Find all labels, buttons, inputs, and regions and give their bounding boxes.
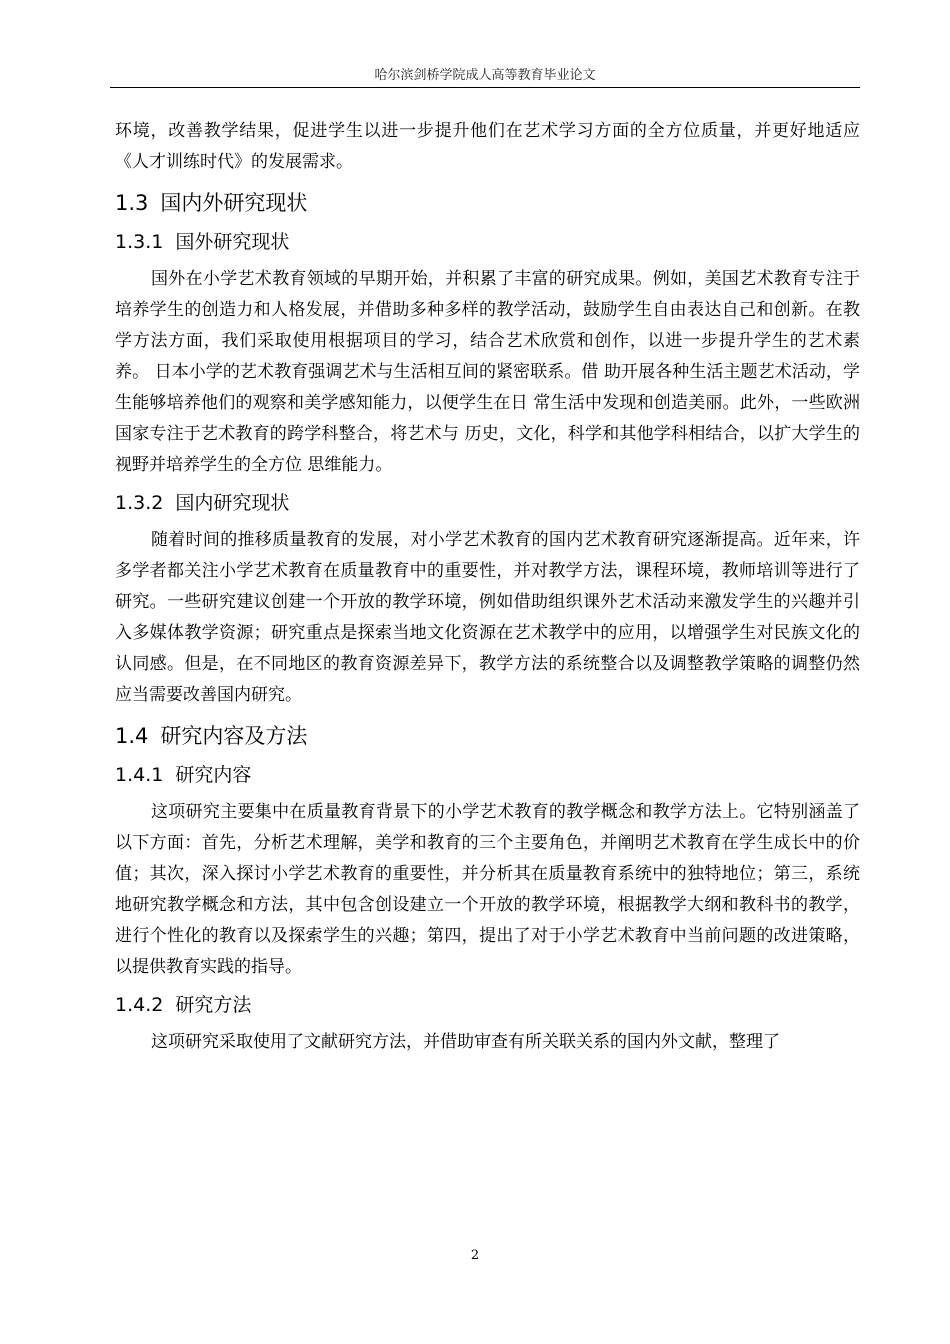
heading-title: 研究内容 xyxy=(175,764,252,786)
heading-1-4 xyxy=(115,719,860,753)
heading-1-4-2 xyxy=(115,989,860,1021)
paragraph-research-method: 这项研究采取使用了文献研究方法，并借助审查有所关联关系的国内外文献，整理了 xyxy=(151,1032,780,1052)
header-divider xyxy=(110,87,860,88)
heading-title: 国内研究现状 xyxy=(175,492,290,514)
heading-1-3-2 xyxy=(115,487,860,519)
heading-title: 研究方法 xyxy=(175,994,252,1016)
paragraph-research-content: 这项研究主要集中在质量教育背景下的小学艺术教育的教学概念和教学方法上。它特别涵盖了以下方面：首先，分析艺术理解，美学和教育的三个主要角色，并阐明艺术教育在学生成长中的价值；其次，深入探讨小学艺术教育的重要性，并分析其在质量教育系统中的独特地位；第三，系统地研究教学概念和方法，其中包含创设建立一个开放的教学环境，根据教学大纲和教科书的教学，进行个性化的教育以及探索学生的兴趣；第四，提出了对于小学艺术教育中当前问题的改进策略，以提供教育实践的指导。 xyxy=(115,802,860,977)
heading-number: 1.3.2 xyxy=(115,492,164,514)
heading-1-3 xyxy=(115,186,860,220)
paragraph-foreign-research: 国外在小学艺术教育领域的早期开始，并积累了丰富的研究成果。例如，美国艺术教育专注于培养学生的创造力和人格发展，并借助多种多样的教学活动，鼓励学生自由表达自己和创新。在教学方法方面，我们采取使用根据项目的学习，结合艺术欣赏和创作，以进一步提升学生的艺术素养。 日本小学的艺术教育强调艺术与生活相互间的紧密联系。借 助开展各种生活主题艺术活动，学生能够培养他们的观察和美学感知能力，以便学生在日 常生活中发现和创造美丽。此外，一些欧洲国家专注于艺术教育的跨学科整合，将艺术与 历史，文化，科学和其他学科相结合，以扩大学生的视野并培养学生的全方位 思维能力。 xyxy=(115,269,860,475)
heading-1-3-1 xyxy=(115,226,860,258)
heading-number: 1.3.1 xyxy=(115,231,164,253)
paragraph-domestic-research: 随着时间的推移质量教育的发展，对小学艺术教育的国内艺术教育研究逐渐提高。近年来，许多学者都关注小学艺术教育在质量教育中的重要性，并对教学方法，课程环境，教师培训等进行了研究。一些研究建议创建一个开放的教学环境，例如借助组织课外艺术活动来激发学生的兴趣并引入多媒体教学资源；研究重点是探索当地文化资源在艺术教学中的应用，以增强学生对民族文化的认同感。但是，在不同地区的教育资源差异下，教学方法的系统整合以及调整教学策略的调整仍然应当需要改善国内研究。 xyxy=(115,530,860,705)
heading-title: 国内外研究现状 xyxy=(160,191,308,215)
heading-number: 1.4 xyxy=(115,724,149,748)
heading-1-4-1 xyxy=(115,759,860,791)
heading-title: 国外研究现状 xyxy=(175,231,290,253)
heading-number: 1.3 xyxy=(115,191,149,215)
running-header: 哈尔滨剑桥学院成人高等教育毕业论文 xyxy=(374,68,596,83)
body-content xyxy=(115,116,860,1058)
page-number: 2 xyxy=(470,1248,480,1263)
heading-number: 1.4.2 xyxy=(115,994,164,1016)
paragraph-intro-continuation: 环境，改善教学结果，促进学生以进一步提升他们在艺术学习方面的全方位质量，并更好地适应《人才训练时代》的发展需求。 xyxy=(115,121,860,172)
heading-title: 研究内容及方法 xyxy=(160,724,308,748)
heading-number: 1.4.1 xyxy=(115,764,164,786)
